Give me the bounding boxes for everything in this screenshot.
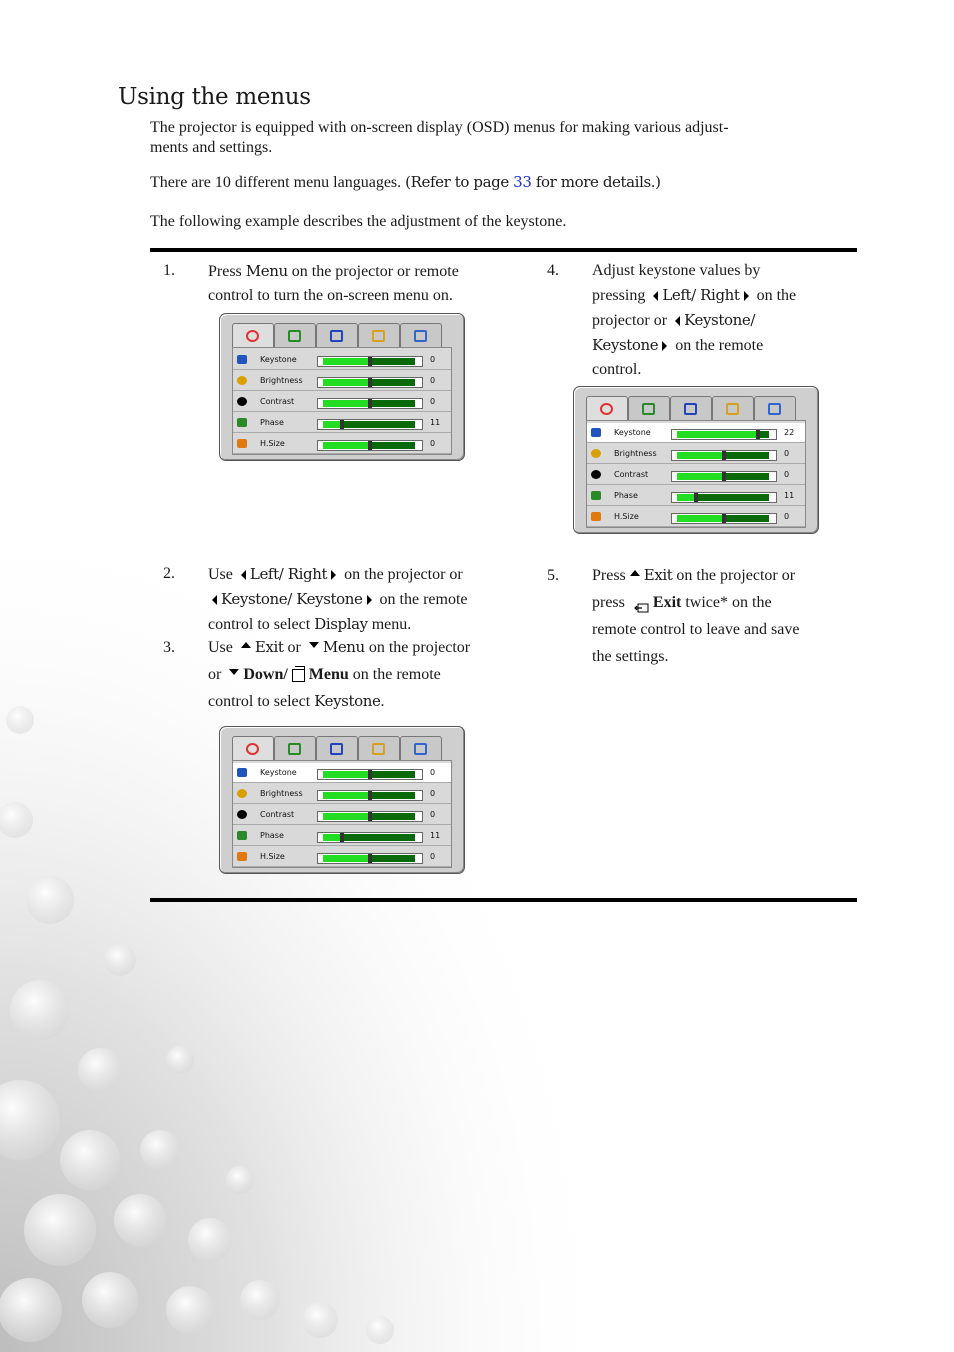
menu-window-icon [292, 669, 305, 682]
osd-panel [586, 420, 806, 528]
osd-slider-track [370, 813, 415, 820]
page-33-link[interactable]: 33 [513, 173, 532, 191]
osd-row-label: Keystone [260, 355, 297, 364]
osd-row-value: 0 [430, 355, 436, 364]
contrast-icon [237, 810, 247, 819]
osd-row-label: Phase [260, 418, 284, 427]
picture-icon [600, 403, 613, 415]
step-4-number: 4. [547, 262, 559, 279]
osd-row-value: 22 [784, 428, 795, 437]
osd-row-keystone [233, 763, 451, 783]
osd-row-label: Phase [260, 831, 284, 840]
osd-slider-knob [722, 514, 726, 523]
osd-row-value: 0 [430, 397, 436, 406]
osd-slider-knob [722, 451, 726, 460]
osd-slider-track [370, 792, 415, 799]
info-icon [414, 743, 427, 755]
osd-row-value: 0 [784, 449, 790, 458]
osd-tab-picture-icon [232, 736, 274, 763]
hsize-icon [237, 439, 247, 448]
display-keyword: Display [314, 615, 368, 633]
display-icon [684, 403, 697, 415]
right-arrow-icon [744, 291, 749, 301]
osd-slider-track [342, 421, 415, 428]
hsize-icon [591, 512, 601, 521]
step-2-text-c: on the remote [375, 591, 468, 608]
step-5-text-f: the settings. [592, 648, 669, 665]
osd-slider-knob [368, 441, 372, 450]
osd-row-value: 0 [784, 512, 790, 521]
right-arrow-icon [367, 595, 372, 605]
osd-tabs [232, 323, 452, 347]
left-right-keyword: Left/ Right [662, 286, 740, 304]
osd-slider-knob [368, 399, 372, 408]
color-icon [288, 743, 301, 755]
exit-keyword: Exit [254, 638, 284, 656]
osd-slider-knob [722, 472, 726, 481]
step-3-period: . [380, 693, 385, 710]
step-2-text-e: menu. [367, 616, 412, 633]
keystone-keyword-2: Keystone [592, 336, 659, 354]
osd-panel [232, 760, 452, 868]
left-arrow-icon [241, 570, 246, 580]
step-3-text-d: or [208, 666, 226, 683]
osd-row-divider [233, 845, 451, 846]
osd-row-label: H.Size [260, 439, 285, 448]
osd-slider-track [724, 452, 769, 459]
osd-row-contrast [587, 465, 805, 485]
osd-slider [671, 450, 777, 461]
osd-slider [317, 832, 423, 843]
step-2-number: 2. [163, 565, 175, 582]
left-arrow-icon [675, 316, 680, 326]
contrast-icon [237, 397, 247, 406]
languages-text: There are 10 different menu languages. [150, 174, 406, 191]
step-1-text: Press [208, 263, 246, 280]
osd-slider [317, 377, 423, 388]
step-5-text-c: press [592, 594, 629, 611]
osd-tab-info-icon [400, 323, 442, 348]
osd-row-divider [233, 432, 451, 433]
osd-row-divider [233, 369, 451, 370]
menu-keyword-bold: Menu [308, 666, 349, 683]
osd-row-label: Keystone [260, 768, 297, 777]
left-right-keyword: Left/ Right [249, 565, 328, 583]
display-icon [330, 330, 343, 342]
osd-row-brightness [233, 371, 451, 391]
step-3-text-b: or [283, 639, 305, 656]
osd-tab-color-icon [628, 396, 670, 421]
osd-slider [317, 398, 423, 409]
phase-icon [237, 418, 247, 427]
osd-tabs [232, 736, 452, 760]
osd-slider-track [370, 855, 415, 862]
osd-row-divider [587, 505, 805, 506]
osd-row-value: 0 [430, 439, 436, 448]
contrast-icon [591, 470, 601, 479]
top-rule [150, 248, 857, 252]
osd-row-divider [587, 442, 805, 443]
hsize-icon [237, 852, 247, 861]
osd-slider-knob [368, 791, 372, 800]
osd-panel [232, 347, 452, 455]
languages-paragraph [150, 172, 855, 193]
osd-row-contrast [233, 805, 451, 825]
step-2-text-d: control to select [208, 616, 315, 633]
osd-slider [671, 471, 777, 482]
osd-slider-knob [368, 770, 372, 779]
osd-row-label: Phase [614, 491, 638, 500]
osd-slider-track [724, 473, 769, 480]
osd-row-hsize [233, 847, 451, 867]
osd-slider-track [370, 400, 415, 407]
step-4-text-e: on the remote [671, 337, 764, 354]
osd-row-label: Keystone [614, 428, 651, 437]
exit-return-icon [633, 597, 649, 609]
step-1-text-b: on the projector or remote [287, 263, 459, 280]
step-3-text-c: on the projector [364, 639, 471, 656]
osd-row-divider [587, 463, 805, 464]
osd-row-brightness [233, 784, 451, 804]
step-5-text: Press [592, 567, 626, 584]
osd-slider-knob [340, 833, 344, 842]
osd-row-phase [233, 413, 451, 433]
step-4-text-d: projector or [592, 312, 672, 329]
display-icon [330, 743, 343, 755]
section-heading: Using the menus [118, 84, 311, 110]
sun-icon [591, 449, 601, 458]
osd-row-divider [233, 803, 451, 804]
osd-row-label: H.Size [260, 852, 285, 861]
step-5-text-b: on the projector or [672, 567, 796, 584]
osd-slider [317, 769, 423, 780]
monitor-icon [237, 355, 247, 364]
osd-slider-knob [756, 430, 760, 439]
osd-slider-track [370, 442, 415, 449]
osd-slider-track [342, 834, 415, 841]
osd-slider-track [370, 379, 415, 386]
osd-row-divider [233, 390, 451, 391]
intro-paragraph [150, 118, 855, 158]
step-5-number: 5. [547, 567, 559, 584]
setup-icon [372, 743, 385, 755]
sun-icon [237, 789, 247, 798]
osd-slider [317, 356, 423, 367]
osd-slider-knob [368, 378, 372, 387]
osd-row-value: 11 [784, 491, 795, 500]
refer-text: (Refer to page [405, 173, 514, 191]
osd-tab-color-icon [274, 736, 316, 761]
info-icon [768, 403, 781, 415]
step-3-number: 3. [163, 639, 175, 656]
osd-slider [317, 419, 423, 430]
down-arrow-icon [229, 669, 239, 675]
osd-row-contrast [233, 392, 451, 412]
osd-row-value: 11 [430, 418, 441, 427]
osd-slider-track [724, 515, 769, 522]
exit-keyword: Exit [643, 566, 673, 584]
osd-row-divider [587, 484, 805, 485]
osd-row-value: 11 [430, 831, 441, 840]
keystone-keyword: Keystone/ Keystone [221, 590, 363, 608]
example-paragraph: The following example describes the adjustment of the keystone. [150, 213, 567, 230]
osd-row-label: Brightness [260, 789, 303, 798]
osd-row-label: Contrast [614, 470, 649, 479]
osd-tab-color-icon [274, 323, 316, 348]
osd-row-phase [587, 486, 805, 506]
step-3-text-f: control to select [208, 693, 315, 710]
intro-line-1: The projector is equipped with on-screen display (OSD) menus for making various adjust- [150, 119, 729, 136]
up-arrow-icon [241, 642, 251, 648]
osd-row-keystone [587, 423, 805, 443]
picture-icon [246, 743, 259, 755]
left-arrow-icon [653, 291, 658, 301]
osd-row-divider [233, 453, 451, 454]
osd-slider-knob [340, 420, 344, 429]
osd-slider [317, 440, 423, 451]
osd-row-value: 0 [430, 768, 436, 777]
step-1-text-c: control to turn the on-screen menu on. [208, 287, 453, 304]
exit-keyword-bold: Exit [652, 594, 682, 611]
osd-row-hsize [233, 434, 451, 454]
osd-row-divider [233, 782, 451, 783]
osd-row-value: 0 [430, 789, 436, 798]
osd-menu-screenshot-2 [573, 386, 819, 534]
step-4-text: Adjust keystone values by [592, 262, 761, 279]
osd-tab-info-icon [754, 396, 796, 421]
color-icon [642, 403, 655, 415]
step-5-text-e: remote control to leave and save [592, 621, 800, 638]
osd-row-divider [233, 411, 451, 412]
setup-icon [372, 330, 385, 342]
menu-keyword: Menu [245, 262, 288, 280]
osd-slider [671, 513, 777, 524]
osd-tab-setup-icon [358, 736, 400, 761]
step-4-text-c: on the [752, 287, 797, 304]
osd-slider-track [370, 358, 415, 365]
osd-row-label: Contrast [260, 810, 295, 819]
intro-line-2: ments and settings. [150, 139, 273, 156]
osd-tabs [586, 396, 806, 420]
osd-slider-knob [368, 854, 372, 863]
step-3-text-e: on the remote [348, 666, 441, 683]
osd-slider-track [370, 771, 415, 778]
bottom-rule [150, 898, 857, 902]
osd-slider-knob [368, 357, 372, 366]
info-icon [414, 330, 427, 342]
step-4-text-b: pressing [592, 287, 650, 304]
osd-slider-track [696, 494, 769, 501]
color-icon [288, 330, 301, 342]
phase-icon [237, 831, 247, 840]
osd-slider [671, 429, 777, 440]
osd-row-keystone [233, 350, 451, 370]
up-arrow-icon [630, 570, 640, 576]
refer-text-end: for more details.) [531, 173, 661, 191]
osd-row-value: 0 [430, 376, 436, 385]
osd-menu-screenshot-3 [219, 726, 465, 874]
right-arrow-icon [662, 341, 667, 351]
osd-slider-knob [694, 493, 698, 502]
osd-row-hsize [587, 507, 805, 527]
down-keyword: Down/ [243, 666, 288, 683]
keystone-keyword: Keystone/ [684, 311, 755, 329]
osd-row-label: Contrast [260, 397, 295, 406]
osd-slider-knob [368, 812, 372, 821]
osd-tab-picture-icon [586, 396, 628, 423]
osd-tab-display-icon [670, 396, 712, 421]
left-arrow-icon [212, 595, 217, 605]
down-arrow-icon [309, 642, 319, 648]
osd-slider [671, 492, 777, 503]
step-1-number: 1. [163, 262, 175, 279]
osd-row-value: 0 [784, 470, 790, 479]
osd-menu-screenshot-1 [219, 313, 465, 461]
osd-row-brightness [587, 444, 805, 464]
osd-row-divider [233, 824, 451, 825]
phase-icon [591, 491, 601, 500]
osd-slider [317, 790, 423, 801]
sun-icon [237, 376, 247, 385]
osd-tab-info-icon [400, 736, 442, 761]
step-5-text-d: twice* on the [681, 594, 772, 611]
step-4-text-f: control. [592, 361, 642, 378]
osd-tab-display-icon [316, 736, 358, 761]
osd-tab-setup-icon [358, 323, 400, 348]
menu-keyword: Menu [322, 638, 365, 656]
osd-row-label: H.Size [614, 512, 639, 521]
keystone-keyword: Keystone [314, 692, 381, 710]
osd-row-value: 0 [430, 810, 436, 819]
osd-tab-setup-icon [712, 396, 754, 421]
osd-tab-picture-icon [232, 323, 274, 350]
osd-row-value: 0 [430, 852, 436, 861]
osd-row-phase [233, 826, 451, 846]
picture-icon [246, 330, 259, 342]
step-2-text: Use [208, 566, 237, 583]
setup-icon [726, 403, 739, 415]
osd-slider [317, 853, 423, 864]
osd-row-label: Brightness [614, 449, 657, 458]
osd-row-divider [233, 866, 451, 867]
osd-tab-display-icon [316, 323, 358, 348]
monitor-icon [591, 428, 601, 437]
osd-slider [317, 811, 423, 822]
osd-row-label: Brightness [260, 376, 303, 385]
osd-row-divider [587, 526, 805, 527]
step-3-text: Use [208, 639, 237, 656]
step-2-text-b: on the projector or [340, 566, 463, 583]
right-arrow-icon [331, 570, 336, 580]
monitor-icon [237, 768, 247, 777]
